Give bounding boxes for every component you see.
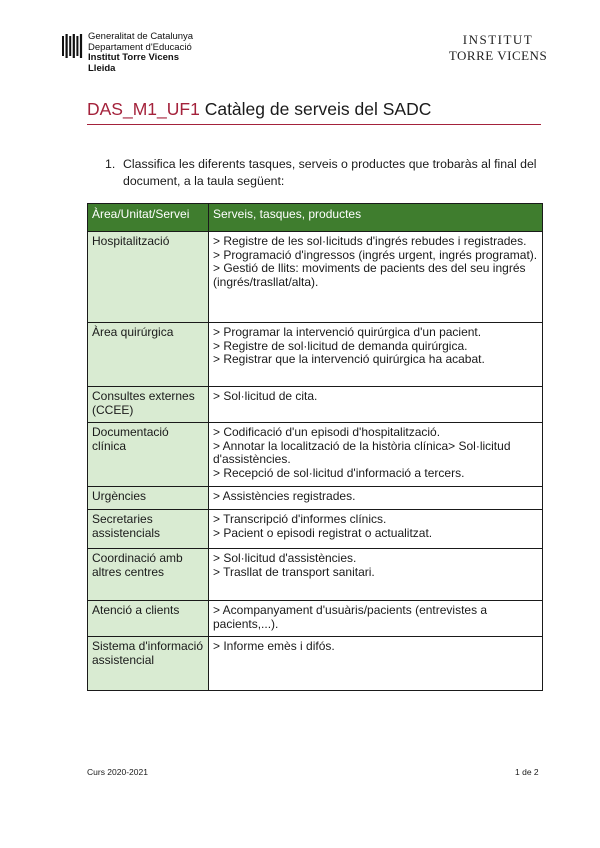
service-item: > Assistències registrades. [213,489,356,503]
title-text: Catàleg de serveis del SADC [204,99,432,119]
gov-line: Institut Torre Vicens [88,52,179,63]
area-cell: Secretaries assistencials [88,510,209,549]
table-row [88,549,543,601]
gov-line: Generalitat de Catalunya [88,31,194,42]
services-table [87,203,543,691]
services-cell [209,423,543,487]
services-cell [209,637,543,691]
title-code: DAS_M1_UF1 [87,99,200,119]
area-cell: Atenció a clients [88,601,209,637]
services-cell [209,232,543,323]
service-item: > Recepció de sol·licitud d'informació a tercers. [213,465,465,480]
area-cell: Consultes externes (CCEE) [88,387,209,423]
service-item: > Informe emès i difós. [213,639,335,653]
service-item: > Acompanyament d'usuàris/pacients (entrevistes a pacients,...). [213,603,488,631]
table-row [88,423,543,487]
area-cell: Documentació clínica [88,423,209,487]
service-item: > Sol·licitud de cita. [213,389,318,403]
area-cell: Àrea quirúrgica [88,323,209,387]
institute-logo-line1: INSTITUT [462,32,534,47]
header-services: Serveis, tasques, productes [209,204,543,232]
service-item: > Transcripció d'informes clínics. [213,512,387,526]
services-cell [209,387,543,423]
service-item: > Sol·licitud d'assistències. [213,551,357,565]
service-item: > Gestió de llits: moviments de pacients des del seu ingrés (ingrés/trasllat/alta). [213,261,526,289]
service-item: > Programació d'ingressos (ingrés urgent, ingrés programat). [213,247,538,262]
intro-text: Classifica les diferents tasques, serveis o productes que trobaràs al final del document, a la taula següent: [123,157,537,188]
service-item: > Programar la intervenció quirúrgica d'un pacient. [213,325,482,339]
generalitat-header [88,32,193,74]
table-row [88,601,543,637]
table-row [88,487,543,510]
gov-line: Departament d'Educació [88,41,192,53]
services-cell [209,487,543,510]
service-item: > Trasllat de transport sanitari. [213,564,375,579]
footer-page-number: 1 de 2 [515,767,539,777]
service-item: > Annotar la localització de la història clínica> Sol·licitud d'assistències. [213,438,511,466]
institute-logo-line2: TORRE VICENS [448,48,548,63]
title-divider [87,124,541,125]
service-item: > Registrar que la intervenció quirúrgica ha acabat. [213,352,485,366]
table-row [88,637,543,691]
footer-course: Curs 2020-2021 [87,767,148,777]
table-row [88,510,543,549]
services-cell [209,510,543,549]
institute-logo [448,33,548,63]
gov-line: Lleida [88,62,116,74]
generalitat-logo-icon [62,34,84,58]
service-item: > Registre de les sol·licituds d'ingrés rebudes i registrades. [213,234,527,248]
area-cell: Hospitalització [88,232,209,323]
page-title [87,99,431,120]
table-header-row [88,204,543,232]
header-area: Àrea/Unitat/Servei [88,204,209,232]
service-item: > Codificació d'un episodi d'hospitalització. [213,425,441,439]
area-cell: Urgències [88,487,209,510]
service-item: > Pacient o episodi registrat o actualitzat. [213,525,433,540]
services-cell [209,549,543,601]
area-cell: Sistema d'informació assistencial [88,637,209,691]
services-cell [209,601,543,637]
table-row [88,323,543,387]
table-row [88,387,543,423]
service-item: > Registre de sol·licitud de demanda quirúrgica. [213,338,468,353]
table-row [88,232,543,323]
services-cell [209,323,543,387]
list-number: 1. [105,157,116,171]
area-cell: Coordinació amb altres centres [88,549,209,601]
